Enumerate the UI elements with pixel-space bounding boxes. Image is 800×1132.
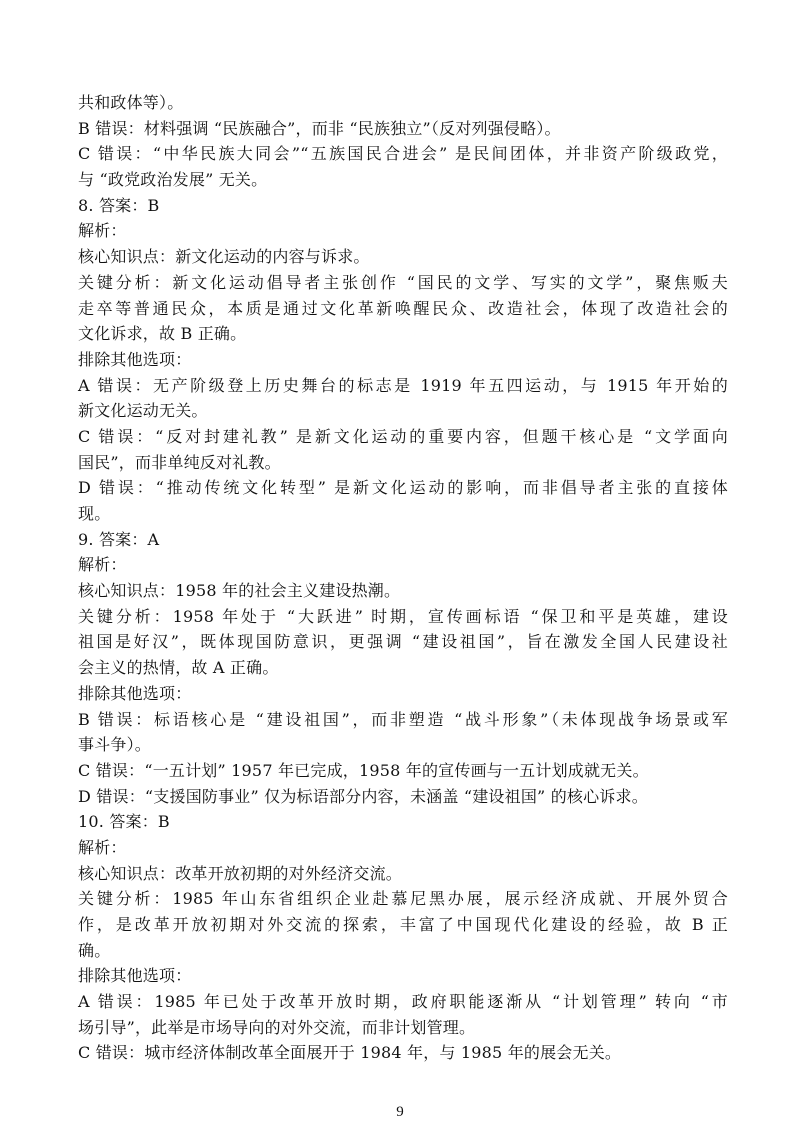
- text-line: 确。: [78, 940, 111, 960]
- text-line: 作，是改革开放初期对外交流的探索，丰富了中国现代化建设的经验，故 B 正: [78, 915, 728, 934]
- text-line: D 错误：“推动传统文化转型” 是新文化运动的影响，而非倡导者主张的直接体: [78, 478, 728, 498]
- text-line: C 错误：“一五计划” 1957 年已完成，1958 年的宣传画与一五计划成就无关。: [78, 760, 649, 780]
- text-line: 关键分析：1985 年山东省组织企业赴慕尼黑办展，展示经济成就、开展外贸合: [78, 889, 728, 909]
- text-line: 新文化运动无关。: [78, 401, 208, 421]
- text-line: 排除其他选项：: [78, 683, 192, 703]
- text-line: B 错误：材料强调 “民族融合”，而非 “民族独立”（反对列强侵略）。: [78, 118, 561, 138]
- text-line: 关键分析：新文化运动倡导者主张创作 “国民的文学、写实的文学”，聚焦贩夫: [78, 272, 728, 292]
- text-line: 解析：: [78, 555, 127, 575]
- text-line: C 错误：“中华民族大同会”“五族国民合进会” 是民间团体，并非资产阶级政党，: [78, 144, 728, 164]
- text-line: B 错误：标语核心是 “建设祖国”，而非塑造 “战斗形象”（未体现战争场景或军: [78, 709, 728, 729]
- text-line: 排除其他选项：: [78, 966, 192, 986]
- page-number: 9: [396, 1104, 404, 1120]
- question-answer-heading: 10. 答案：B: [78, 812, 170, 832]
- text-line: 文化诉求，故 B 正确。: [78, 324, 247, 344]
- answer-explanations: [78, 90, 728, 1066]
- text-line: 核心知识点：改革开放初期的对外经济交流。: [78, 863, 403, 883]
- text-line: A 错误：1985 年已处于改革开放时期，政府职能逐渐从 “计划管理” 转向 “市: [78, 992, 728, 1012]
- text-line: 与 “政党政治发展” 无关。: [78, 170, 268, 190]
- text-line: 解析：: [78, 837, 127, 857]
- text-line: 事斗争）。: [78, 735, 152, 755]
- question-answer-heading: 9. 答案：A: [78, 529, 160, 549]
- text-line: 排除其他选项：: [78, 349, 192, 369]
- text-line: 核心知识点：1958 年的社会主义建设热潮。: [78, 581, 401, 601]
- text-line: 解析：: [78, 221, 127, 241]
- text-line: 现。: [78, 504, 111, 523]
- text-line: 共和政体等）。: [78, 93, 184, 112]
- text-line: 场引导”，此举是市场导向的对外交流，而非计划管理。: [78, 1017, 476, 1037]
- text-line: A 错误：无产阶级登上历史舞台的标志是 1919 年五四运动，与 1915 年开始的: [78, 375, 728, 395]
- question-answer-heading: 8. 答案：B: [78, 195, 160, 215]
- text-line: 核心知识点：新文化运动的内容与诉求。: [78, 247, 370, 267]
- text-line: 祖国是好汉”，既体现国防意识，更强调 “建设祖国”，旨在激发全国人民建设社: [78, 632, 728, 652]
- text-line: C 错误：城市经济体制改革全面展开于 1984 年，与 1985 年的展会无关。: [78, 1043, 622, 1063]
- text-line: 走卒等普通民众，本质是通过文化革新唤醒民众、改造社会，体现了改造社会的: [78, 298, 728, 318]
- text-line: 关键分析：1958 年处于 “大跃进” 时期，宣传画标语 “保卫和平是英雄，建设: [78, 606, 728, 626]
- text-line: C 错误：“反对封建礼教” 是新文化运动的重要内容，但题干核心是 “文学面向: [78, 426, 728, 446]
- text-line: 国民”，而非单纯反对礼教。: [78, 452, 281, 472]
- text-line: 会主义的热情，故 A 正确。: [78, 658, 279, 678]
- text-line: D 错误：“支援国防事业” 仅为标语部分内容，未涵盖 “建设祖国” 的核心诉求。: [78, 786, 648, 806]
